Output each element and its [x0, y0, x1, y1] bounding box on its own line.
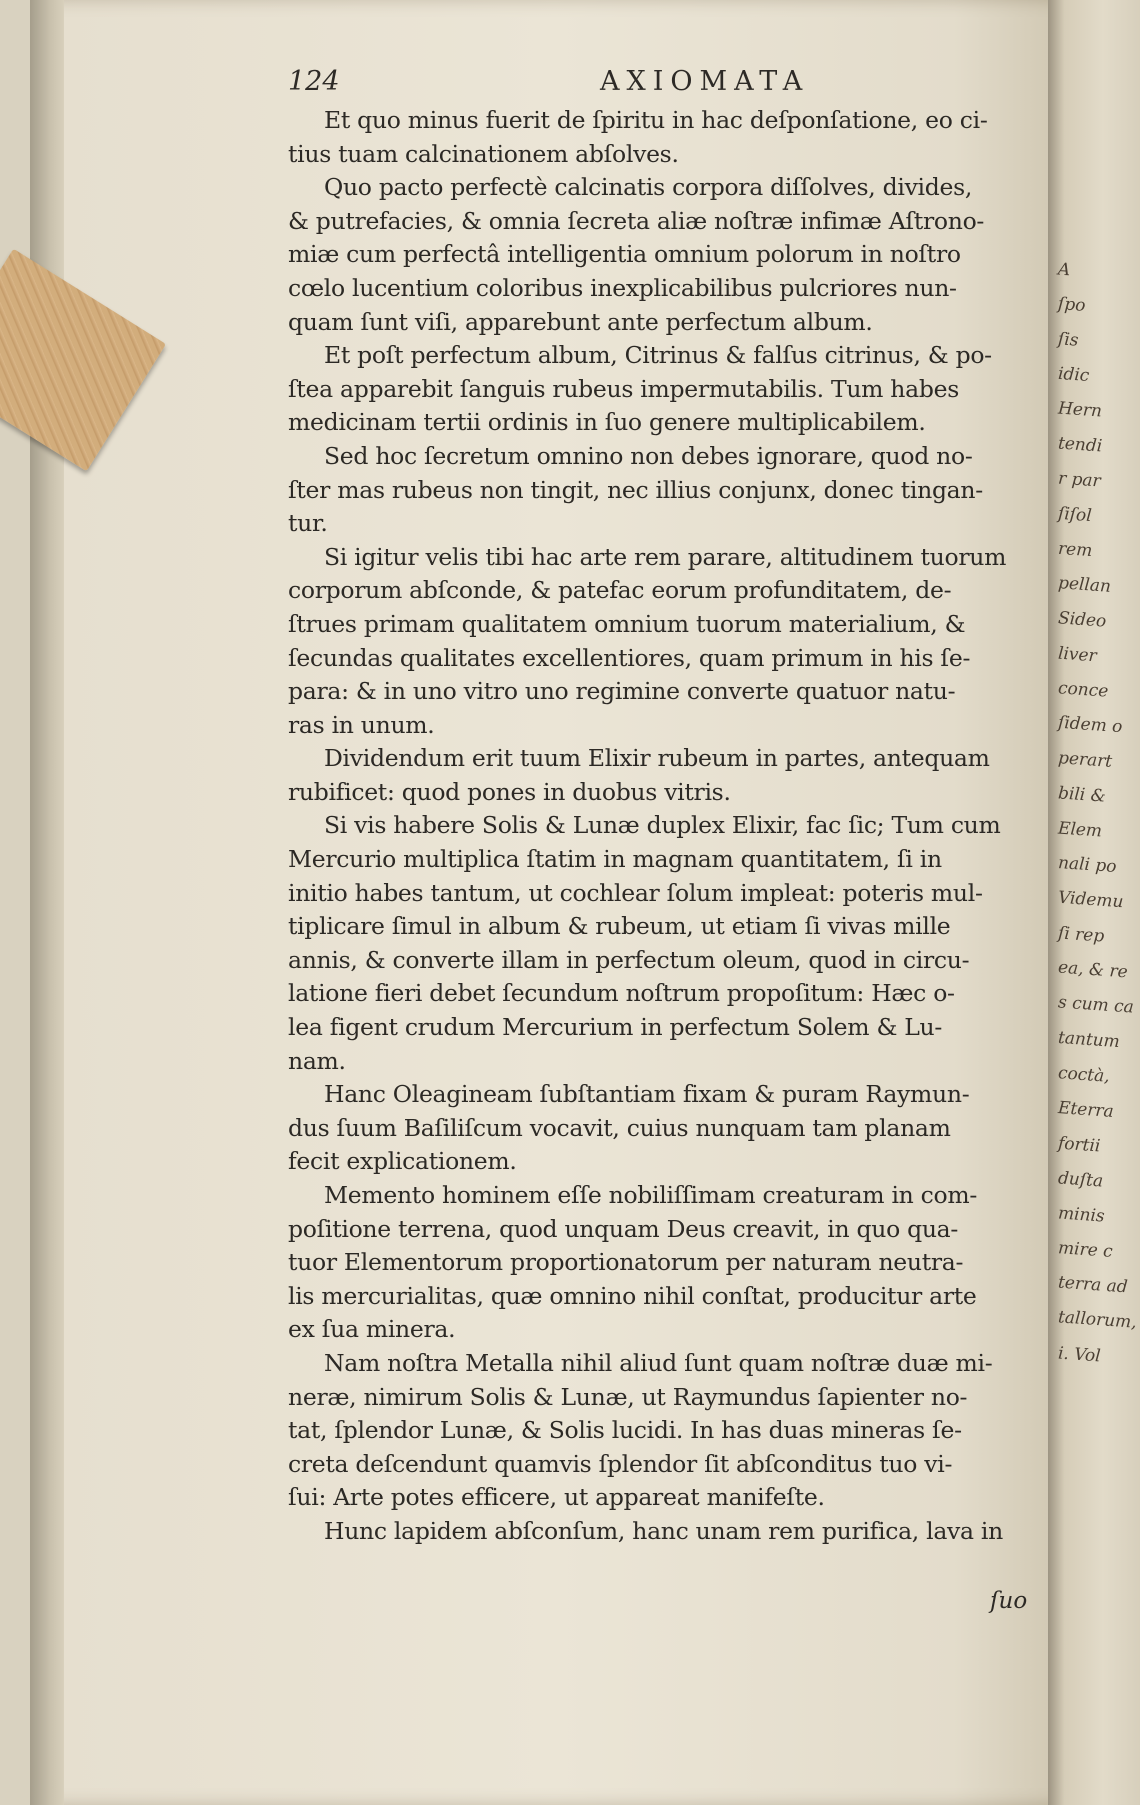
facing-page-fragment: conce: [1057, 678, 1109, 702]
text-line: Si igitur velis tibi hac arte rem parare, altitudinem tuorum: [324, 542, 1007, 571]
text-line: fecit explicationem.: [288, 1147, 517, 1176]
left-page: [30, 0, 1080, 1805]
text-line: lis mercurialitas, quæ omnino nihil conſtat, producitur arte: [288, 1281, 977, 1310]
facing-page-fragment: tendi: [1057, 433, 1103, 457]
text-line: tuor Elementorum proportionatorum per naturam neutra-: [288, 1248, 964, 1277]
text-line: miæ cum perfectâ intelligentia omnium polorum in noſtro: [288, 240, 961, 269]
text-line: Mercurio multiplica ſtatim in magnam quantitatem, ſi in: [288, 845, 942, 874]
text-line: Sed hoc ſecretum omnino non debes ignorare, quod no-: [324, 441, 973, 470]
text-line: Nam noſtra Metalla nihil aliud ſunt quam noſtræ duæ mi-: [324, 1348, 993, 1377]
text-line: medicinam tertii ordinis in ſuo genere multiplicabilem.: [288, 408, 926, 437]
facing-page-fragment: liver: [1057, 643, 1098, 667]
facing-page-fragment: Elem: [1057, 818, 1103, 842]
facing-page-fragment: ſis: [1057, 329, 1080, 351]
text-line: latione fieri debet ſecundum noſtrum propoſitum: Hæc o-: [288, 979, 955, 1008]
text-line: initio habes tantum, ut cochlear ſolum impleat: poteris mul-: [288, 878, 983, 907]
facing-page-fragment: Eterra: [1057, 1098, 1115, 1122]
text-line: Si vis habere Solis & Lunæ duplex Elixir, fac ſic; Tum cum: [324, 811, 1001, 840]
running-title: AXIOMATA: [600, 66, 810, 97]
text-line: para: & in uno vitro uno regimine converte quatuor natu-: [288, 677, 956, 706]
text-line: ras in unum.: [288, 710, 435, 739]
facing-page-fragment: pellan: [1057, 573, 1112, 597]
facing-page-fragment: ſi rep: [1057, 923, 1105, 947]
text-line: ex ſua minera.: [288, 1315, 456, 1344]
text-line: dus ſuum Baſiliſcum vocavit, cuius nunquam tam planam: [288, 1113, 951, 1142]
text-line: Quo pacto perfectè calcinatis corpora diſſolves, divides,: [324, 173, 973, 202]
facing-page-fragment: terra ad: [1057, 1272, 1129, 1298]
text-line: Et quo minus fuerit de ſpiritu in hac deſponſatione, eo ci-: [324, 106, 988, 134]
facing-page-fragment: s cum ca: [1057, 992, 1135, 1018]
facing-page-fragment: duſta: [1057, 1168, 1104, 1192]
facing-page-fragment: mire c: [1057, 1238, 1114, 1262]
text-line: annis, & converte illam in perfectum oleum, quod in circu-: [288, 945, 970, 974]
text-line: tat, ſplendor Lunæ, & Solis lucidi. In has duas mineras ſe-: [288, 1416, 962, 1445]
facing-page-fragment: ſidem o: [1057, 712, 1124, 738]
text-line: tius tuam calcinationem abſolves.: [288, 139, 679, 168]
text-line: corporum abſconde, & patefac eorum profunditatem, de-: [288, 576, 952, 605]
facing-page-fragment: bili &: [1057, 783, 1107, 807]
catchword: ſuo: [990, 1588, 1028, 1614]
text-line: rubificet: quod pones in duobus vitris.: [288, 777, 731, 806]
facing-page-fragment: r par: [1057, 468, 1102, 492]
text-line: tiplicare ſimul in album & rubeum, ut etiam ſi vivas mille: [288, 912, 951, 941]
facing-page-fragment: ſpo: [1057, 294, 1087, 316]
page-header: [288, 66, 858, 106]
text-line: Hanc Oleagineam ſubſtantiam fixam & puram Raymun-: [324, 1080, 970, 1109]
facing-page-fragment: i. Vol: [1057, 1343, 1102, 1367]
page-number: 124: [288, 66, 340, 97]
text-line: neræ, nimirum Solis & Lunæ, ut Raymundus ſapienter no-: [288, 1382, 968, 1411]
facing-page-fragment: Hern: [1057, 398, 1103, 422]
text-line: ſtrues primam qualitatem omnium tuorum materialium, &: [288, 609, 966, 638]
text-line: lea figent crudum Mercurium in perfectum Solem & Lu-: [288, 1013, 943, 1042]
text-line: quam ſunt viſi, apparebunt ante perfectum album.: [288, 307, 873, 336]
text-line: Hunc lapidem abſconſum, hanc unam rem purifica, lava in: [324, 1516, 1003, 1545]
facing-page-fragment: fortii: [1057, 1133, 1102, 1157]
text-line: ſui: Arte potes efficere, ut appareat manifeſte.: [288, 1483, 825, 1512]
facing-page-fragment: tantum: [1057, 1027, 1121, 1053]
text-line: ſtea apparebit ſanguis rubeus impermutabilis. Tum habes: [288, 374, 959, 403]
facing-page-edge: [1048, 0, 1140, 1805]
facing-page-fragment: rem: [1057, 538, 1093, 562]
text-line: & putrefacies, & omnia ſecreta aliæ noſtræ infimæ Aſtrono-: [288, 206, 985, 235]
text-line: tur.: [288, 509, 328, 538]
facing-page-fragment: minis: [1057, 1203, 1106, 1227]
facing-page-fragment: Videmu: [1057, 887, 1125, 913]
facing-page-fragment: ea, & re: [1057, 957, 1129, 983]
text-line: cœlo lucentium coloribus inexplicabilibus pulcriores nun-: [288, 273, 957, 302]
facing-page-fragment: Sideo: [1057, 608, 1107, 632]
text-line: creta deſcendunt quamvis ſplendor ſit abſconditus tuo vi-: [288, 1449, 953, 1478]
facing-page-fragment: nali po: [1057, 852, 1118, 878]
text-line: Dividendum erit tuum Elixir rubeum in partes, antequam: [324, 744, 990, 773]
body-text: [288, 104, 1088, 1549]
facing-page-fragment: A: [1057, 259, 1071, 281]
facing-page-fragment: tallorum,: [1057, 1307, 1138, 1333]
text-line: Memento hominem eſſe nobiliſſimam creaturam in com-: [324, 1181, 977, 1209]
facing-page-fragment: ſiſol: [1057, 503, 1093, 527]
text-line: nam.: [288, 1046, 346, 1075]
text-line: ſter mas rubeus non tingit, nec illius conjunx, donec tingan-: [288, 475, 983, 504]
text-line: Et poſt perfectum album, Citrinus & falſus citrinus, & po-: [324, 341, 992, 370]
facing-page-fragment: perart: [1057, 748, 1113, 772]
facing-page-fragment: idic: [1057, 363, 1090, 387]
text-line: ſecundas qualitates excellentiores, quam primum in his ſe-: [288, 643, 971, 672]
text-line: poſitione terrena, quod unquam Deus creavit, in quo qua-: [288, 1214, 959, 1243]
facing-page-fragment: coctà,: [1057, 1063, 1111, 1087]
